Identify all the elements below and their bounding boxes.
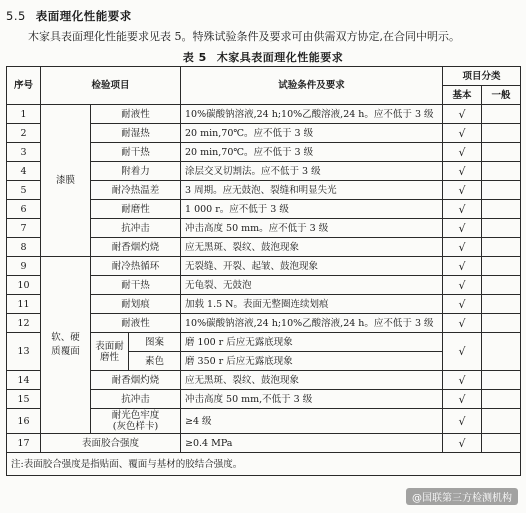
- row-number: 7: [7, 219, 41, 238]
- check-mark: √: [443, 143, 482, 162]
- empty-cell: [482, 181, 521, 200]
- row-number: 12: [7, 314, 41, 333]
- check-mark: √: [443, 200, 482, 219]
- check-mark: √: [443, 314, 482, 333]
- check-mark: √: [443, 238, 482, 257]
- sub-item-label: 图案: [129, 333, 181, 352]
- table-number: 表 5: [182, 51, 207, 64]
- row-item: 耐香烟灼烧: [91, 238, 181, 257]
- row-condition: 10%碳酸钠溶液,24 h;10%乙酸溶液,24 h。应不低于 3 级: [181, 105, 443, 124]
- check-mark: √: [443, 295, 482, 314]
- row-number: 15: [7, 390, 41, 409]
- check-mark: √: [443, 162, 482, 181]
- row-number: 10: [7, 276, 41, 295]
- row-item: 耐香烟灼烧: [91, 371, 181, 390]
- category-paint: 漆膜: [41, 105, 91, 257]
- row-number: 14: [7, 371, 41, 390]
- header-condition: 试验条件及要求: [181, 67, 443, 105]
- row-condition: ≥0.4 MPa: [181, 434, 443, 453]
- empty-cell: [482, 333, 521, 371]
- row-condition: 无裂缝、开裂、起皱、鼓泡现象: [181, 257, 443, 276]
- check-mark: √: [443, 409, 482, 434]
- section-number: 5.5: [6, 9, 26, 23]
- row-condition: 20 min,70℃。应不低于 3 级: [181, 124, 443, 143]
- row-item: 耐磨性: [91, 200, 181, 219]
- row-item: 抗冲击: [91, 390, 181, 409]
- empty-cell: [482, 390, 521, 409]
- table-row: [7, 257, 521, 276]
- row-number: 4: [7, 162, 41, 181]
- check-mark: √: [443, 371, 482, 390]
- check-mark: √: [443, 390, 482, 409]
- table-row: [7, 105, 521, 124]
- row-item: 抗冲击: [91, 219, 181, 238]
- intro-paragraph: 木家具表面理化性能要求见表 5。特殊试验条件及要求可由供需双方协定,在合同中明示。: [28, 30, 460, 43]
- empty-cell: [482, 276, 521, 295]
- row-condition: 冲击高度 50 mm。应不低于 3 级: [181, 219, 443, 238]
- empty-cell: [482, 409, 521, 434]
- section-heading: [6, 8, 132, 24]
- table-title: 木家具表面理化性能要求: [216, 51, 344, 64]
- check-mark: √: [443, 257, 482, 276]
- row-item: 耐液性: [91, 314, 181, 333]
- header-general: 一般: [482, 86, 521, 105]
- row-number: 9: [7, 257, 41, 276]
- table-row: [7, 434, 521, 453]
- empty-cell: [482, 314, 521, 333]
- row-condition: 20 min,70℃。应不低于 3 级: [181, 143, 443, 162]
- row-number: 1: [7, 105, 41, 124]
- note-row: [7, 453, 521, 476]
- empty-cell: [482, 238, 521, 257]
- row-item: 耐冷热温差: [91, 181, 181, 200]
- category-line: 软、硬: [51, 332, 80, 343]
- table-note: 注:表面胶合强度是指贴面、覆面与基材的胶结合强度。: [7, 453, 521, 476]
- header-item: 检验项目: [41, 67, 181, 105]
- row-condition: 应无黑斑、裂纹、鼓泡现象: [181, 371, 443, 390]
- row-number: 17: [7, 434, 41, 453]
- row-condition: 磨 350 r 后应无露底现象: [181, 352, 443, 371]
- row-item: 耐液性: [91, 105, 181, 124]
- empty-cell: [482, 295, 521, 314]
- row-item-line: 耐光色牢度: [111, 410, 160, 421]
- row-item: 表面耐磨性: [91, 333, 129, 371]
- row-number: 5: [7, 181, 41, 200]
- row-number: 2: [7, 124, 41, 143]
- row-item: 耐干热: [91, 276, 181, 295]
- empty-cell: [482, 162, 521, 181]
- check-mark: √: [443, 124, 482, 143]
- row-number: 16: [7, 409, 41, 434]
- row-number: 8: [7, 238, 41, 257]
- watermark: @国联第三方检测机构: [406, 488, 518, 505]
- check-mark: √: [443, 434, 482, 453]
- row-item: [91, 409, 181, 434]
- row-number: 3: [7, 143, 41, 162]
- sub-item-label: 素色: [129, 352, 181, 371]
- empty-cell: [482, 105, 521, 124]
- empty-cell: [482, 143, 521, 162]
- row-item: 耐湿热: [91, 124, 181, 143]
- row-item: 附着力: [91, 162, 181, 181]
- check-mark: √: [443, 219, 482, 238]
- row-condition: 磨 100 r 后应无露底现象: [181, 333, 443, 352]
- row-number: 6: [7, 200, 41, 219]
- row-item-line: (灰色样卡): [112, 421, 159, 432]
- check-mark: √: [443, 181, 482, 200]
- check-mark: √: [443, 333, 482, 371]
- empty-cell: [482, 434, 521, 453]
- row-condition: 应无黑斑、裂纹、鼓泡现象: [181, 238, 443, 257]
- header-seq: 序号: [7, 67, 41, 105]
- row-condition: 加载 1.5 N。表面无整圈连续划痕: [181, 295, 443, 314]
- empty-cell: [482, 371, 521, 390]
- category-soft-hard-cover: [41, 257, 91, 434]
- row-item: 耐冷热循环: [91, 257, 181, 276]
- header-classification: 项目分类: [443, 67, 521, 86]
- row-item: 耐干热: [91, 143, 181, 162]
- empty-cell: [482, 219, 521, 238]
- row-item: 耐划痕: [91, 295, 181, 314]
- row-condition: 10%碳酸钠溶液,24 h;10%乙酸溶液,24 h。应不低于 3 级: [181, 314, 443, 333]
- header-basic: 基本: [443, 86, 482, 105]
- section-title: 表面理化性能要求: [35, 9, 132, 23]
- empty-cell: [482, 257, 521, 276]
- row-number: 13: [7, 333, 41, 371]
- row-item: 表面胶合强度: [41, 434, 181, 453]
- row-condition: 3 周期。应无鼓泡、裂缝和明显失光: [181, 181, 443, 200]
- category-line: 质覆面: [51, 346, 80, 357]
- check-mark: √: [443, 276, 482, 295]
- empty-cell: [482, 124, 521, 143]
- row-condition: 涂层交叉切割法。应不低于 3 级: [181, 162, 443, 181]
- table-caption: [0, 49, 526, 65]
- header-row: [7, 67, 521, 86]
- row-number: 11: [7, 295, 41, 314]
- requirements-table: [6, 66, 521, 476]
- row-condition: 冲击高度 50 mm,不低于 3 级: [181, 390, 443, 409]
- check-mark: √: [443, 105, 482, 124]
- row-condition: 无龟裂、无鼓泡: [181, 276, 443, 295]
- row-condition: 1 000 r。应不低于 3 级: [181, 200, 443, 219]
- empty-cell: [482, 200, 521, 219]
- row-condition: ≥4 级: [181, 409, 443, 434]
